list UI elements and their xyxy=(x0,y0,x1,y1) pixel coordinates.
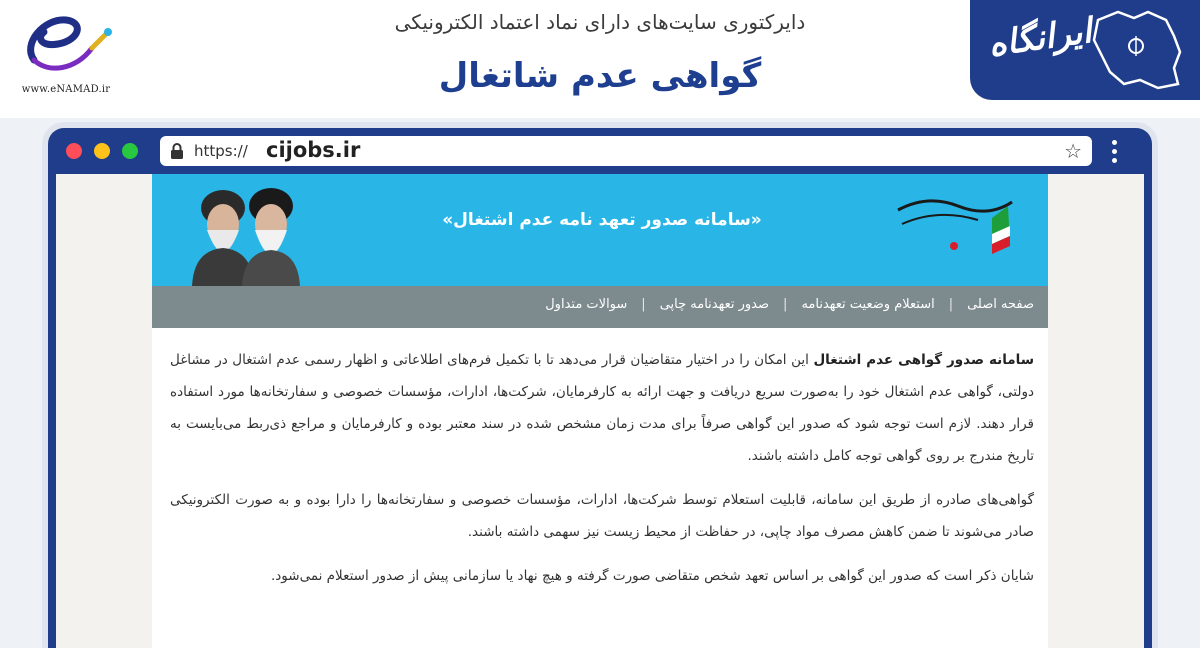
flag-emblem-icon xyxy=(888,188,1018,260)
brand-logo[interactable] xyxy=(970,0,1200,100)
nav-faq[interactable]: سوالات متداول xyxy=(545,297,628,312)
nav-inquiry[interactable]: استعلام وضعیت تعهدنامه xyxy=(801,297,935,312)
nav-list xyxy=(545,297,1034,312)
content-paragraph xyxy=(170,344,1034,472)
site-banner xyxy=(152,174,1048,286)
brand-name: ایرانگاه xyxy=(985,10,1095,66)
site-page xyxy=(152,174,1048,648)
header-subtitle: دایرکتوری سایت‌های دارای نماد اعتماد الکترونیکی xyxy=(394,10,806,34)
page-title: گواهی عدم شاتغال xyxy=(438,56,762,96)
site-content xyxy=(170,344,1034,604)
paragraph-text: این امکان را در اختیار متقاضیان قرار می‌دهد تا با تکمیل فرم‌های اطلاعاتی و اظهار رسمی عدم اشتغال در مشاغل دولتی، گواهی عدم اشتغال خود را به‌صورت سریع دریافت و جهت ارائه به کارفرمایان، شرکت‌ها، ادارات، مؤسسات خصوصی و سفارتخانه‌ها مورد استفاده قرار دهند. لازم است توجه شود که صدور این گواهی صرفاً برای مدت زمان مشخص شده در سند معتبر بوده و کارفرمایان و مراجع ذی‌ربط می‌بایست به تاریخ مندرج بر روی گواهی توجه کامل داشته باشند. xyxy=(170,352,1034,464)
close-window-button[interactable] xyxy=(66,143,82,159)
portrait-right-icon xyxy=(236,178,306,286)
paragraph-text: گواهی‌های صادره از طریق این سامانه، قابلیت استعلام توسط شرکت‌ها، ادارات، مؤسسات خصوصی و سفارتخانه‌ها را دارا بوده و به صورت الکترونیکی صادر می‌شوند تا ضمن کاهش مصرف مواد چاپی، در حفاظت از محیط زیست نیز سهمی داشته باشند. xyxy=(170,492,1034,540)
nav-separator: | xyxy=(948,297,954,312)
nav-print-issue[interactable]: صدور تعهدنامه چاپی xyxy=(659,297,770,312)
url-host: cijobs.ir xyxy=(266,138,361,162)
maximize-window-button[interactable] xyxy=(122,143,138,159)
paragraph-text: شایان ذکر است که صدور این گواهی بر اساس تعهد شخص متقاضی صورت گرفته و هیچ نهاد یا سازمانی پیش از صدور استعلام نمی‌شود. xyxy=(270,568,1034,584)
url-scheme: https:// xyxy=(194,142,248,160)
iran-map-icon xyxy=(1088,6,1188,92)
browser-viewport xyxy=(56,174,1144,648)
star-icon[interactable]: ☆ xyxy=(1064,139,1082,163)
enamad-url: www.eNAMAD.ir xyxy=(21,84,111,95)
enamad-logo[interactable] xyxy=(8,4,120,100)
nav-separator: | xyxy=(641,297,646,312)
lock-icon xyxy=(170,142,184,160)
directory-header xyxy=(0,0,1200,118)
banner-title: «سامانه صدور تعهد نامه عدم اشتغال» xyxy=(442,210,762,230)
content-paragraph xyxy=(170,484,1034,548)
enamad-logo-icon xyxy=(14,4,114,82)
nav-home[interactable]: صفحه اصلی xyxy=(967,297,1034,312)
content-paragraph xyxy=(170,560,1034,592)
browser-window xyxy=(48,128,1152,648)
site-navbar xyxy=(152,286,1048,328)
nav-separator: | xyxy=(783,297,788,312)
address-bar[interactable] xyxy=(160,136,1092,166)
kebab-menu-icon[interactable] xyxy=(1112,140,1117,167)
minimize-window-button[interactable] xyxy=(94,143,110,159)
paragraph-lead: سامانه صدور گواهی عدم اشتغال xyxy=(813,352,1035,368)
